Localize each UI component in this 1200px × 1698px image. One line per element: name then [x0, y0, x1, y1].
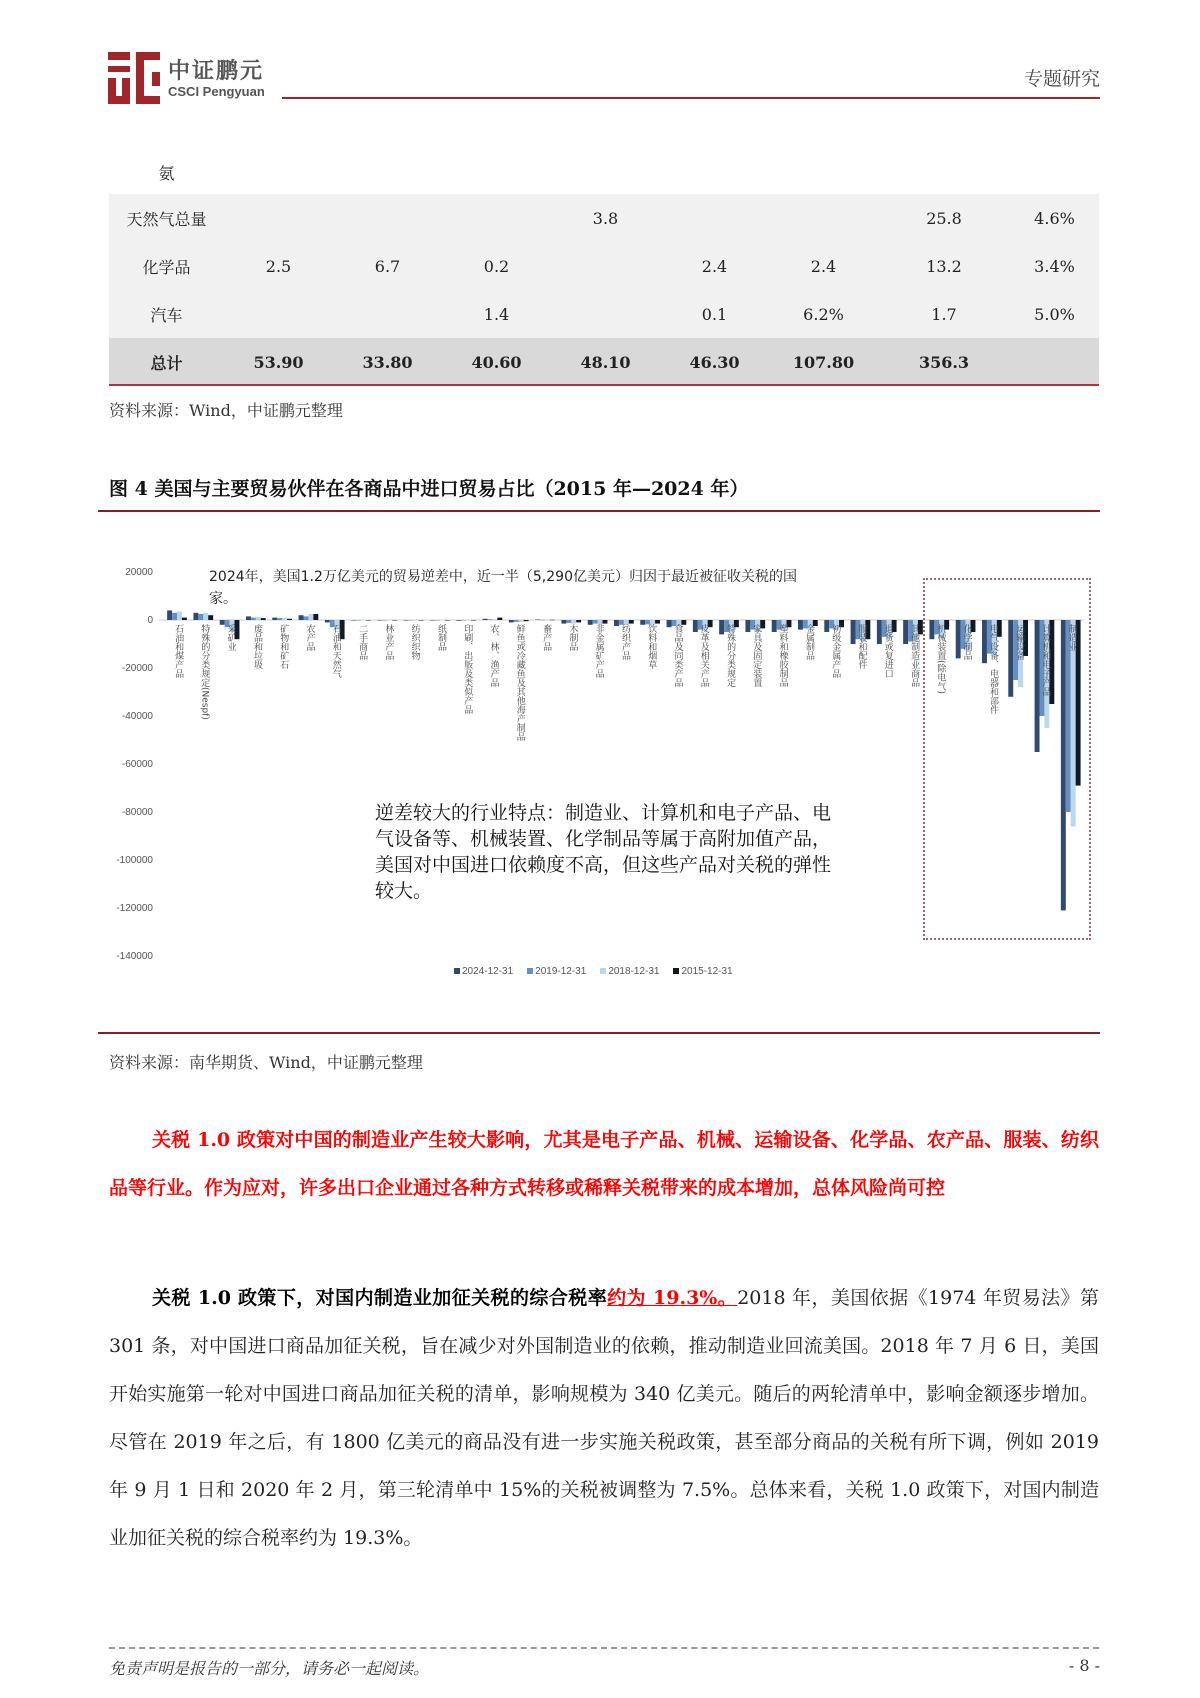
x-tick-label: 食品及同类产品 — [672, 624, 683, 687]
bar-2019-12-31 — [356, 620, 361, 621]
bar-2019-12-31 — [304, 616, 309, 620]
table-cell: 6.7 — [333, 242, 442, 290]
bar-2015-12-31 — [419, 620, 424, 621]
chart-legend — [454, 966, 733, 977]
bar-2018-12-31 — [308, 614, 313, 620]
table-cell: 13.2 — [878, 242, 1010, 290]
bar-2018-12-31 — [440, 620, 445, 621]
table-cell: 2.4 — [660, 242, 769, 290]
bar-2019-12-31 — [540, 620, 545, 621]
x-tick-label: 印刷、出版及类似产品 — [462, 624, 473, 714]
chart-annotation: 逆差较大的行业特点：制造业、计算机和电子产品、电气设备等、机械装置、化学制品等属于高附加值产品，美国对中国进口依赖度不高，但这些产品对关税的弹性较大。 — [375, 802, 832, 902]
table-cell: 0.1 — [660, 290, 769, 338]
legend-item — [600, 966, 659, 977]
figure-title: 图 4 美国与主要贸易伙伴在各商品中进口贸易占比（2015 年—2024 年） — [109, 478, 749, 500]
bar-2024-12-31 — [535, 620, 540, 621]
trade-deficit-chart — [109, 560, 1095, 990]
bar-2015-12-31 — [550, 620, 555, 621]
bar-2019-12-31 — [435, 620, 440, 621]
bar-2024-12-31 — [404, 620, 409, 621]
y-tick-label: 20000 — [125, 567, 153, 578]
bar-2024-12-31 — [430, 620, 435, 621]
bar-2015-12-31 — [392, 620, 397, 621]
x-tick-label: 二手商品 — [357, 624, 368, 660]
table-row — [109, 150, 1099, 194]
table-cell: 33.80 — [333, 338, 442, 386]
chart-headline: 2024年，美国1.2万亿美元的贸易逆差中，近一半（5,290亿美元）归因于最近被征收关税的国家。 — [209, 569, 797, 607]
y-tick-label: -80000 — [121, 807, 153, 818]
figure-source: 资料来源：南华期货、Wind，中证鹏元整理 — [109, 1053, 423, 1072]
x-tick-label: 非金属矿产品 — [593, 624, 604, 678]
table-cell — [224, 194, 333, 242]
bar-2024-12-31 — [456, 620, 461, 621]
table-cell — [1010, 338, 1099, 386]
legend-swatch — [600, 968, 606, 974]
row-label: 总计 — [109, 338, 224, 386]
bar-2024-12-31 — [193, 613, 198, 620]
bar-2018-12-31 — [414, 620, 419, 621]
x-tick-label: 其他制造业商品 — [909, 624, 920, 687]
highlight-box — [923, 578, 1091, 940]
bar-2019-12-31 — [382, 620, 387, 621]
x-tick-label: 退货或复进口 — [882, 624, 893, 678]
x-tick-label: 石油和天然气 — [330, 624, 341, 678]
table-cell: 25.8 — [878, 194, 1010, 242]
x-tick-label: 纺织产品 — [619, 624, 630, 660]
bar-2019-12-31 — [172, 613, 177, 620]
bar-2019-12-31 — [461, 620, 466, 621]
table-cell: 46.30 — [660, 338, 769, 386]
bar-2018-12-31 — [545, 620, 550, 621]
bar-2015-12-31 — [445, 620, 450, 621]
x-tick-label: 塑料和橡胶制品 — [777, 624, 788, 687]
bar-2018-12-31 — [387, 620, 392, 621]
y-tick-label: 0 — [147, 615, 153, 626]
x-tick-label: 木制品 — [567, 624, 578, 651]
bar-2019-12-31 — [409, 620, 414, 621]
bar-2015-12-31 — [366, 620, 371, 621]
legend-item — [673, 966, 732, 977]
bar-2024-12-31 — [377, 620, 382, 621]
legend-swatch — [527, 968, 533, 974]
bar-2015-12-31 — [287, 619, 292, 620]
y-tick-label: -60000 — [121, 759, 153, 770]
bar-2018-12-31 — [256, 617, 261, 620]
legend-label: 2018-12-31 — [608, 966, 660, 977]
table-cell: 1.4 — [442, 290, 551, 338]
row-label: 天然气总量 — [109, 194, 224, 242]
bar-2015-12-31 — [471, 620, 476, 621]
legend-label: 2024-12-31 — [462, 966, 514, 977]
table-cell — [769, 194, 878, 242]
x-tick-label: 农、林、渔产品 — [488, 624, 499, 687]
bar-2024-12-31 — [272, 618, 277, 620]
table-cell — [224, 290, 333, 338]
table-cell — [442, 194, 551, 242]
x-tick-label: 纺织织物 — [409, 624, 420, 660]
x-tick-label: 化学制品 — [961, 624, 972, 660]
x-tick-label: 皮革及相关产品 — [698, 624, 709, 687]
table-row — [109, 242, 1099, 290]
bar-2015-12-31 — [497, 618, 502, 620]
table-cell: 107.80 — [769, 338, 878, 386]
bar-2024-12-31 — [325, 620, 330, 622]
x-tick-label: 农产品 — [304, 624, 315, 651]
table-total-row — [109, 338, 1099, 386]
row-label: 汽车 — [109, 290, 224, 338]
legend-label: 2019-12-31 — [535, 966, 587, 977]
bar-2018-12-31 — [492, 619, 497, 620]
table-bottom-border — [109, 384, 1099, 386]
table-cell: 2.4 — [769, 242, 878, 290]
y-tick-label: -100000 — [116, 855, 153, 866]
data-table — [109, 150, 1099, 386]
bar-2018-12-31 — [519, 620, 524, 622]
page-number: - 8 - — [1068, 1656, 1100, 1675]
table-cell: 0.2 — [442, 242, 551, 290]
table-source: 资料来源：Wind，中证鹏元整理 — [109, 401, 343, 420]
x-tick-label: 家具及固定装置 — [751, 624, 762, 687]
table-row — [109, 290, 1099, 338]
bar-2024-12-31 — [509, 620, 514, 622]
table-cell: 356.3 — [878, 338, 1010, 386]
x-tick-label: 机械装置(除电气) — [935, 624, 946, 695]
table-cell: 53.90 — [224, 338, 333, 386]
bar-2024-12-31 — [299, 615, 304, 620]
x-tick-label: 特殊的分类规定 — [725, 624, 736, 687]
y-tick-label: -40000 — [121, 711, 153, 722]
bar-2019-12-31 — [514, 620, 519, 622]
tax-rate-highlight: 约为 19.3%。 — [607, 1287, 738, 1309]
bar-2015-12-31 — [208, 615, 213, 620]
row-label: 化学品 — [109, 242, 224, 290]
x-tick-label: 畜产品 — [541, 624, 552, 651]
bar-2015-12-31 — [261, 618, 266, 620]
table-cell — [333, 290, 442, 338]
x-tick-label: 制造业 — [1066, 624, 1077, 651]
bar-2019-12-31 — [251, 618, 256, 620]
footer-disclaimer: 免责声明是报告的一部分，请务必一起阅读。 — [109, 1659, 430, 1678]
x-tick-label: 服装和配件 — [856, 624, 867, 669]
table-cell: 40.60 — [442, 338, 551, 386]
bar-2018-12-31 — [282, 618, 287, 620]
table-row — [109, 194, 1099, 242]
bar-2018-12-31 — [466, 620, 471, 621]
bar-2019-12-31 — [566, 620, 571, 623]
x-tick-label: 饮料和烟草 — [646, 624, 657, 669]
table-cell: 48.10 — [551, 338, 660, 386]
table-cell — [551, 242, 660, 290]
row-label: 氨 — [109, 150, 224, 194]
bar-2019-12-31 — [277, 618, 282, 620]
bar-2019-12-31 — [488, 619, 493, 620]
x-tick-label: 石油和煤产品 — [173, 624, 184, 678]
bar-2024-12-31 — [483, 619, 488, 620]
bar-2015-12-31 — [576, 620, 581, 622]
paragraph-body: 2018 年，美国依据《1974 年贸易法》第 301 条，对中国进口商品加征关税，旨在减少对外国制造业的依赖，推动制造业回流美国。2018 年 7 月 6 日，美国开始实施第一轮对中国进口商品加征关税的清单，影响规模为 340 亿美元。随后的两轮清单中，影响金额逐步增加。尽管在 2019 年之后，有 1800 亿美元的商品没有进一步实施关税政策，甚至部分商品的关税有所下调，例如 2019 年 9 月 1 日和 2020 年 2 月，第三轮清单中 15%的关税被调整为 7.5%。总体来看，关税 1.0 政策下，对国内制造业加征关税的综合税率约为 19.3%。 — [109, 1287, 1099, 1549]
x-tick-label: 矿物和矿石 — [278, 624, 289, 669]
bar-2018-12-31 — [361, 620, 366, 621]
table-cell: 4.6% — [1010, 194, 1099, 242]
bar-2015-12-31 — [524, 620, 529, 621]
logo-chinese-name: 中证鹏元 — [168, 59, 265, 84]
y-tick-label: -140000 — [116, 951, 153, 962]
legend-label: 2015-12-31 — [681, 966, 733, 977]
legend-item — [527, 966, 586, 977]
table-cell: 3.4% — [1010, 242, 1099, 290]
table-cell — [660, 194, 769, 242]
company-logo — [108, 52, 160, 104]
table-cell: 5.0% — [1010, 290, 1099, 338]
table-cell — [551, 290, 660, 338]
x-tick-label: 采矿业 — [225, 624, 236, 651]
bar-2024-12-31 — [351, 620, 356, 621]
x-tick-label: 运输设备 — [1014, 624, 1025, 660]
legend-swatch — [454, 968, 460, 974]
x-tick-label: 计算机和电子产品 — [1040, 624, 1051, 696]
table-cell: 6.2% — [769, 290, 878, 338]
report-type-label: 专题研究 — [1023, 68, 1100, 90]
footer-divider — [109, 1647, 1099, 1649]
x-tick-label: 纸制品 — [435, 624, 446, 651]
logo-english-name: CSCI Pengyuan — [168, 84, 265, 99]
table-cell: 3.8 — [551, 194, 660, 242]
y-tick-label: -120000 — [116, 903, 153, 914]
legend-item — [454, 966, 513, 977]
bar-2018-12-31 — [177, 612, 182, 620]
bar-2024-12-31 — [167, 610, 172, 620]
bar-2024-12-31 — [246, 616, 251, 620]
legend-swatch — [673, 968, 679, 974]
y-tick-label: -20000 — [121, 663, 153, 674]
x-tick-label: 初级金属产品 — [830, 624, 841, 678]
bar-2018-12-31 — [203, 613, 208, 620]
figure-top-divider — [98, 510, 1100, 512]
x-tick-label: 金属制品 — [803, 624, 814, 660]
highlight-paragraph: 关税 1.0 政策对中国的制造业产生较大影响，尤其是电子产品、机械、运输设备、化学品、农产品、服装、纺织品等行业。作为应对，许多出口企业通过各种方式转移或稀释关税带来的成本增加，总体风险尚可控 — [109, 1129, 1099, 1199]
bar-2015-12-31 — [182, 618, 187, 620]
x-tick-label: 特殊的分类规定(Nespf) — [199, 624, 210, 720]
x-tick-label: 电气设备、电器和部件 — [987, 624, 998, 714]
table-cell — [333, 194, 442, 242]
table-cell: 2.5 — [224, 242, 333, 290]
table-cell: 1.7 — [878, 290, 1010, 338]
paragraph-lead: 关税 1.0 政策下，对国内制造业加征关税的综合税率 — [152, 1287, 608, 1309]
bar-2019-12-31 — [198, 614, 203, 620]
x-tick-label: 鲜鱼或冷藏鱼及其他海产制品 — [514, 624, 525, 741]
figure-bottom-divider — [98, 1032, 1100, 1034]
body-paragraph — [109, 1274, 1099, 1562]
header-divider — [282, 97, 1100, 99]
bar-2015-12-31 — [313, 614, 318, 620]
x-tick-label: 废品和垃圾 — [251, 624, 262, 669]
x-tick-label: 林业产品 — [383, 624, 394, 660]
